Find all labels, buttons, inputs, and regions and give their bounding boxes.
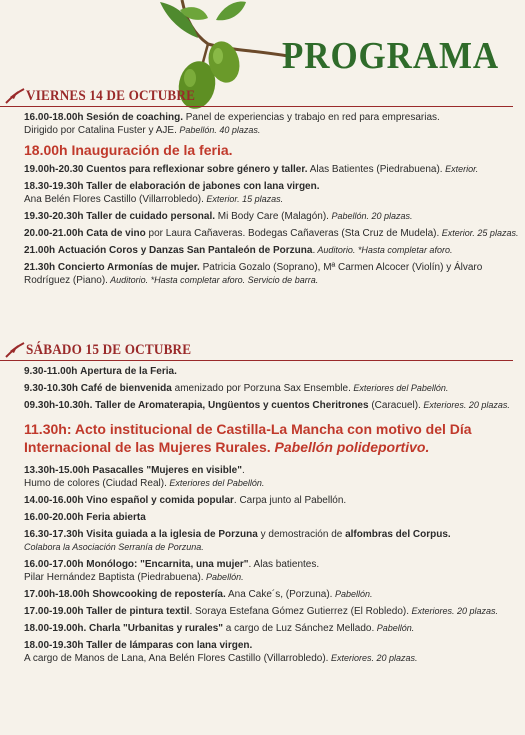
event-item: 17.00h-18.00h Showcooking de repostería. Ana Cake´s, (Porzuna). Pabellón. [24,589,373,600]
event-item: 9.30-10.30h Café de bienvenida amenizado por Porzuna Sax Ensemble. Exteriores del Pabellón. [24,383,449,394]
page-title: PROGRAMA [282,35,500,77]
event-item: 13.30h-15.00h Pasacalles "Mujeres en visible". Humo de colores (Ciudad Real). Exteriores del Pabellón. [24,465,265,489]
event-item: 16.00-18.00h Sesión de coaching. Panel de experiencias y trabajo en red para empresarias. Dirigido por Catalina Fuster y AJE. Pabellón. 40 plazas. [24,112,440,136]
event-highlight: 11.30h: Acto institucional de Castilla-La Mancha con motivo del Día Internacional de las Mujeres Rurales. Pabellón polideportivo. [24,421,472,455]
event-item: 19.00h-20.30 Cuentos para reflexionar sobre género y taller. Alas Batientes (Piedrabuena). Exterior. [24,164,479,175]
event-item: 9.30-11.00h Apertura de la Feria. [24,366,177,377]
event-item: 18.00-19.30h Taller de lámparas con lana virgen. A cargo de Manos de Lana, Ana Belén Flores Castillo (Villarrobledo). Exteriores. 20 plazas. [24,640,418,664]
event-item: 18.00-19.00h. Charla "Urbanitas y rurales" a cargo de Luz Sánchez Mellado. Pabellón. [24,623,415,634]
event-item: 20.00-21.00h Cata de vino por Laura Cañaveras. Bodegas Cañaveras (Sta Cruz de Mudela). Exterior. 25 plazas. [24,228,519,239]
event-item: 09.30h-10.30h. Taller de Aromaterapia, Ungüentos y cuentos Cheritrones (Caracuel). Exteriores. 20 plazas. [24,400,510,411]
event-highlight: 18.00h Inauguración de la feria. [24,142,233,158]
event-item: 21.30h Concierto Armonías de mujer. Patricia Gozalo (Soprano), Mª Carmen Alcocer (Violín) y Álvaro Rodríguez (Piano). Auditorio. *Hasta completar aforo. Servicio de barra. [24,262,483,286]
day-title: VIERNES 14 DE OCTUBRE [26,87,196,104]
event-item: 16.00-20.00h Feria abierta [24,512,146,523]
day-header [0,340,513,361]
day-section-viernes [0,86,525,287]
day-section-sabado [0,340,525,665]
event-item: 16.00-17.00h Monólogo: "Encarnita, una mujer". Alas batientes. Pilar Hernández Baptista (Piedrabuena). Pabellón. [24,559,320,583]
arrow-icon [4,87,26,105]
arrow-icon [4,341,26,359]
day-header [0,86,513,107]
event-item: 17.00-19.00h Taller de pintura textil. Soraya Estefana Gómez Gutierrez (El Robledo). Exteriores. 20 plazas. [24,606,499,617]
event-item: 14.00-16.00h Vino español y comida popular. Carpa junto al Pabellón. [24,495,347,506]
header [0,0,525,100]
event-item: 16.30-17.30h Visita guiada a la iglesia de Porzuna y demostración de alfombras del Corpus. Colabora la Asociación Serranía de Porzuna. [24,529,451,552]
day-title: SÁBADO 15 DE OCTUBRE [26,341,192,358]
event-item: 18.30-19.30h Taller de elaboración de jabones con lana virgen. Ana Belén Flores Castillo (Villarrobledo). Exterior. 15 plazas. [24,181,320,205]
event-item: 21.00h Actuación Coros y Danzas San Pantaleón de Porzuna. Auditorio. *Hasta completar aforo. [24,245,453,256]
event-item: 19.30-20.30h Taller de cuidado personal. Mi Body Care (Malagón). Pabellón. 20 plazas. [24,211,413,222]
